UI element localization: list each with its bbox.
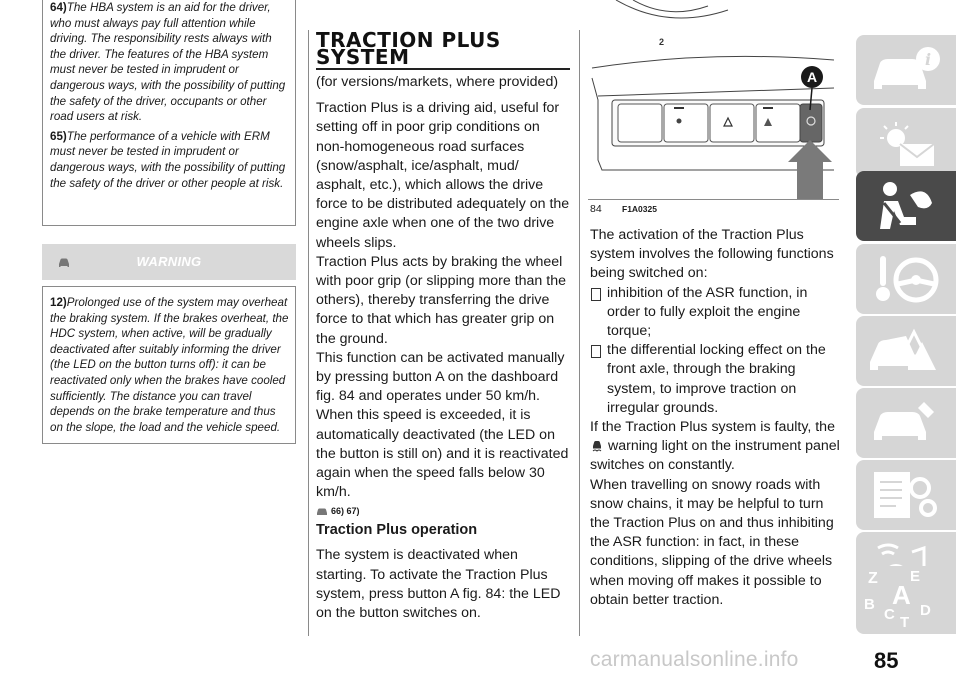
paragraph: Traction Plus is a driving aid, useful for setting off in poor grip conditions on non-homogeneous road surfaces (snow/asphalt, ice/asphalt, mud/ asphalt, etc.), which allows the drive force to be distributed adequately on the engine axle when one of the two drive wheels slips.: [316, 100, 570, 251]
title-line-1: TRACTION PLUS: [316, 28, 501, 52]
warning-header: [42, 244, 296, 280]
section-title: [316, 28, 570, 69]
warning-number: 12): [50, 296, 67, 309]
dashboard-button-figure: [588, 0, 839, 218]
note-text: The HBA system is an aid for the driver, who must always pay full attention while driving. The responsibility rests always with the driver. The features of the HBA system must never be tested in imprudent or dangerous ways, with the possibility of putting the safety of the driver, occupants or other road users at risk.: [50, 1, 286, 124]
warning-lights-envelope-icon: [866, 114, 946, 172]
warning-references: [316, 506, 570, 516]
broken-down-car-icon: [866, 322, 946, 380]
index-letters-icon: [856, 566, 956, 634]
tab-starting-driving[interactable]: [856, 244, 956, 314]
tab-warning-lights[interactable]: [856, 108, 956, 178]
bullet-box-icon: [591, 288, 601, 301]
figure-caption: [588, 199, 839, 218]
car-warning-icon: [316, 506, 328, 516]
key-steering-wheel-icon: [870, 250, 944, 308]
notes-box: [42, 0, 296, 226]
warning-text: Prolonged use of the system may overheat the braking system. If the brakes overheat, the HDC system, when active, will be gradually deactivated after suitably informing the driver (the LED on the button turns off): it can be reactivated only when the brakes have cooled sufficiently. The distance you can travel depends on the brake temperature and thus on the slope, the load and the vehicle speed.: [50, 296, 289, 434]
car-wrench-icon: [866, 396, 946, 450]
tab-index[interactable]: [856, 566, 956, 634]
list-item: [590, 341, 840, 418]
index-letter: Z: [868, 570, 878, 587]
figure-code: F1A0325: [622, 204, 657, 214]
checklist-gears-icon: [868, 466, 946, 524]
note-64: [43, 0, 295, 125]
tab-servicing[interactable]: [856, 388, 956, 458]
index-letter: E: [910, 568, 921, 585]
warning-title: WARNING: [136, 254, 202, 269]
traction-plus-section: [316, 28, 570, 623]
fault-text-end: warning light on the instrument panel switches on constantly.: [590, 438, 840, 474]
note-65: [43, 129, 295, 191]
note-text: The performance of a vehicle with ERM must never be tested in imprudent or dangerous ways, with the possibility of putting the safety of the driver or other people at risk.: [50, 129, 286, 190]
watermark: carmanualsonline.info: [590, 648, 799, 671]
list-item-text: the differential locking effect on the front axle, through the braking system, to improve traction on irregular grounds.: [607, 342, 826, 416]
paragraph: When travelling on snowy roads with snow chains, it may be helpful to turn the Traction Plus on and thus inhibiting the ASR function: in fact, in these conditions, slipping of the drive wheels when moving off makes it possible to obtain better traction.: [590, 476, 834, 608]
tab-in-an-emergency[interactable]: [856, 316, 956, 386]
callout-a-label: A: [806, 69, 818, 85]
traction-warning-light-icon: [590, 439, 604, 452]
list-item: [590, 284, 840, 342]
list-item-text: inhibition of the ASR function, in order to fully exploit the engine torque;: [607, 284, 808, 340]
paragraph: This function can be activated manually by pressing button A on the dashboard fig. 84 and operates under 50 km/h. When this speed is exceeded, it is automatically deactivated (the LED on the button is still on) and it is reactivated again when the speed falls below 30 km/h.: [316, 349, 569, 501]
paragraph: The activation of the Traction Plus system involves the following functions being switched on:: [590, 227, 834, 282]
section-subtitle: (for versions/markets, where provided): [316, 74, 559, 90]
note-number: 65): [50, 129, 67, 143]
svg-text:i: i: [924, 50, 932, 69]
figure-number: 84: [590, 203, 602, 215]
dial-number: 2: [659, 37, 665, 47]
tab-knowing-your-car[interactable]: [856, 35, 956, 105]
page-number: 85: [874, 648, 899, 673]
index-letter: C: [884, 606, 895, 623]
bullet-box-icon: [591, 345, 601, 358]
fault-text-start: If the Traction Plus system is faulty, the: [590, 419, 835, 436]
index-letter: D: [920, 602, 931, 619]
index-letter: T: [900, 614, 910, 631]
tab-technical-data[interactable]: [856, 460, 956, 530]
column-divider: [579, 30, 580, 636]
car-info-icon: [866, 43, 946, 97]
column-divider: [308, 30, 309, 636]
paragraph: The system is deactivated when starting. To activate the Traction Plus system, press button A fig. 84: the LED on the button switches on.: [316, 547, 561, 622]
note-number: 64): [50, 1, 67, 14]
seatbelt-airbag-icon: [870, 177, 944, 235]
tab-safety[interactable]: [856, 171, 956, 241]
traction-plus-continued: [590, 226, 840, 610]
warning-12: [43, 295, 295, 435]
index-letter: B: [864, 596, 875, 613]
index-letter: A: [892, 580, 911, 610]
warning-box: [42, 286, 296, 444]
paragraph: Traction Plus acts by braking the wheel with poor grip (or slipping more than the others), thereby transferring the drive force to that which has greater grip on the ground.: [316, 253, 566, 347]
lock-icon: [677, 119, 682, 124]
title-line-2: SYSTEM: [316, 45, 410, 69]
paragraph: [590, 418, 840, 476]
subheading: Traction Plus operation: [316, 522, 478, 539]
reference-numbers: 66) 67): [331, 506, 360, 517]
